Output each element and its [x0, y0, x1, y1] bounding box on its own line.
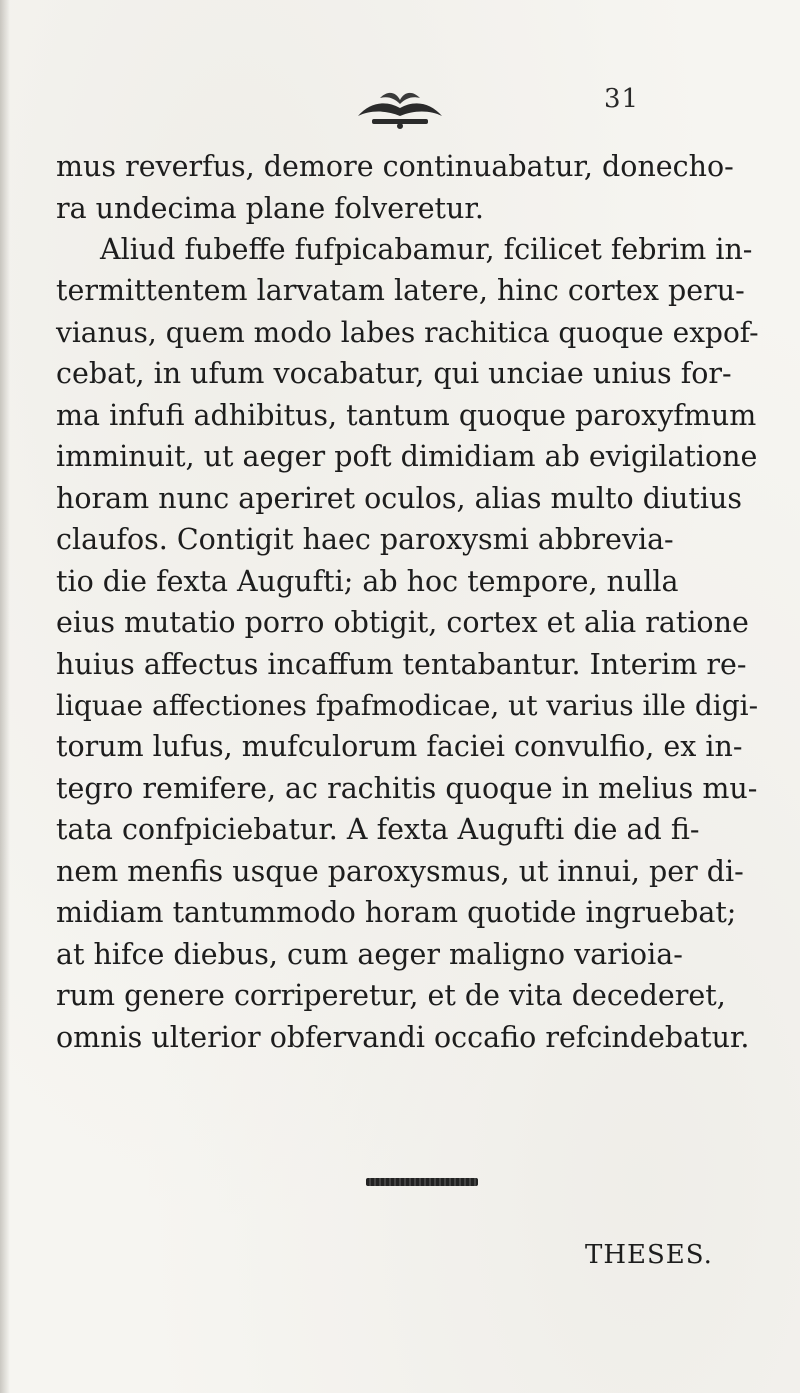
catchword: THESES. [585, 1240, 713, 1270]
text-line: tegro remifere, ac rachitis quoque in melius mu- [56, 772, 758, 805]
text-line: tata confpiciebatur. A fexta Augufti die ad fi- [56, 813, 700, 846]
text-line: torum lufus, mufculorum faciei convulfio, ex in- [56, 730, 743, 763]
text-line: Aliud fubeffe fufpicabamur, fcilicet febrim in- [100, 233, 753, 266]
text-line: ra undecima plane folveretur. [56, 192, 484, 225]
section-divider-rule [366, 1178, 478, 1186]
text-line: eius mutatio porro obtigit, cortex et alia ratione [56, 606, 749, 639]
text-line: nem menfis usque paroxysmus, ut innui, per di- [56, 855, 744, 888]
text-line: midiam tantummodo horam quotide ingruebat; [56, 896, 737, 929]
page-number: 31 [604, 84, 640, 114]
text-line: tio die fexta Augufti; ab hoc tempore, nulla [56, 565, 679, 598]
page-binding-shadow [0, 0, 10, 1393]
text-line: rum genere corriperetur, et de vita decederet, [56, 979, 726, 1012]
text-line: termittentem larvatam latere, hinc cortex peru- [56, 274, 745, 307]
text-line: ma infufi adhibitus, tantum quoque paroxyfmum [56, 399, 757, 432]
fleuron-ornament-icon [350, 86, 450, 132]
text-line: mus reverfus, demore continuabatur, donecho- [56, 150, 734, 183]
text-line: liquae affectiones fpafmodicae, ut varius ille digi- [56, 689, 759, 722]
text-line: huius affectus incaffum tentabantur. Interim re- [56, 648, 747, 681]
text-line: imminuit, ut aeger poft dimidiam ab evigilatione [56, 440, 758, 473]
text-line: vianus, quem modo labes rachitica quoque expof- [56, 316, 759, 349]
text-line: at hifce diebus, cum aeger maligno varioia- [56, 938, 683, 971]
text-line: claufos. Contigit haec paroxysmi abbrevia- [56, 523, 674, 556]
text-line: omnis ulterior obfervandi occafio refcindebatur. [56, 1021, 750, 1054]
text-line: cebat, in ufum vocabatur, qui unciae unius for- [56, 357, 732, 390]
text-line: horam nunc aperiret oculos, alias multo diutius [56, 482, 742, 515]
